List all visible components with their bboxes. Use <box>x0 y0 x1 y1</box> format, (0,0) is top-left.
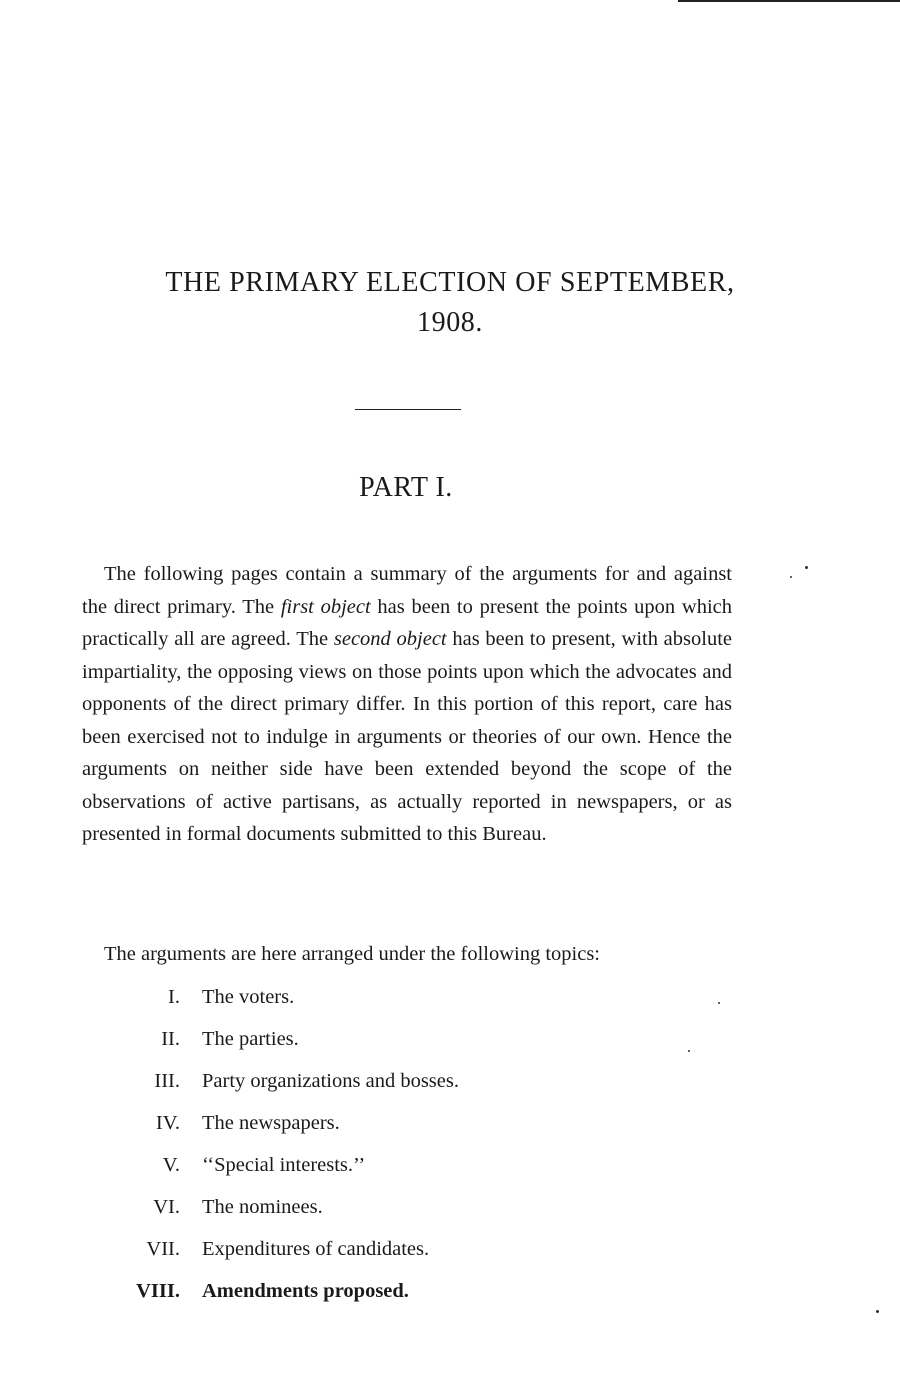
topic-number: VIII. <box>136 1280 180 1302</box>
topic-number: II. <box>161 1028 180 1050</box>
intro-text-1: The following pages contain a summary of the arguments for and against the direct primary. The <box>82 563 732 618</box>
intro-emphasis-first-object: first object <box>280 595 371 618</box>
intro-text-3: has been to present, with absolute impartiality, the opposing views on those points upon which the advocates and opponents of the direct primary differ. In this portion of this report, care has been exercised not to indulge in arguments or theories of our own. Hence the arguments on neither side have been extended beyond the scope of the observations of active partisans, as actually reported in newspapers, or as presented in formal documents submitted to this Bureau. <box>82 628 733 845</box>
topic-text: ‘‘Special interests.’’ <box>202 1154 366 1176</box>
list-item <box>100 1233 700 1275</box>
topic-number: VII. <box>146 1238 180 1260</box>
topic-number: III. <box>154 1070 180 1092</box>
scan-speck <box>688 1050 690 1052</box>
topic-list <box>100 981 700 1317</box>
topic-text: The parties. <box>202 1028 299 1050</box>
list-item <box>100 1107 700 1149</box>
topic-text: The newspapers. <box>202 1112 340 1134</box>
topic-number: I. <box>168 986 180 1008</box>
scan-speck <box>718 1002 720 1004</box>
list-item <box>100 1149 700 1191</box>
list-item <box>100 981 700 1023</box>
topic-number: V. <box>162 1154 180 1176</box>
title-divider <box>355 409 461 410</box>
scan-speck <box>876 1310 879 1313</box>
page-title <box>60 263 840 343</box>
list-item <box>100 1275 700 1317</box>
intro-text-2: has been to present the points upon which practically all are agreed. The <box>82 595 732 650</box>
intro-paragraph <box>82 558 732 851</box>
title-line-1: THE PRIMARY ELECTION OF SEPTEMBER, <box>165 267 735 298</box>
intro-emphasis-second-object: second object <box>333 628 447 650</box>
topic-text: The nominees. <box>202 1196 323 1218</box>
topics-lead-sentence: The arguments are here arranged under the following topics: <box>104 943 600 965</box>
topic-number: IV. <box>155 1112 180 1134</box>
scan-speck <box>805 566 808 569</box>
top-edge-rule <box>678 0 900 2</box>
part-heading: PART I. <box>359 472 453 503</box>
list-item <box>100 1023 700 1065</box>
scan-speck <box>790 576 792 578</box>
topic-text: The voters. <box>202 986 295 1008</box>
topic-number: VI. <box>153 1196 180 1218</box>
topic-text: Expenditures of candidates. <box>202 1238 430 1260</box>
topic-text: Party organizations and bosses. <box>202 1070 459 1092</box>
list-item <box>100 1191 700 1233</box>
title-line-2: 1908. <box>417 307 483 338</box>
topic-text: Amendments proposed. <box>202 1280 409 1302</box>
list-item <box>100 1065 700 1107</box>
